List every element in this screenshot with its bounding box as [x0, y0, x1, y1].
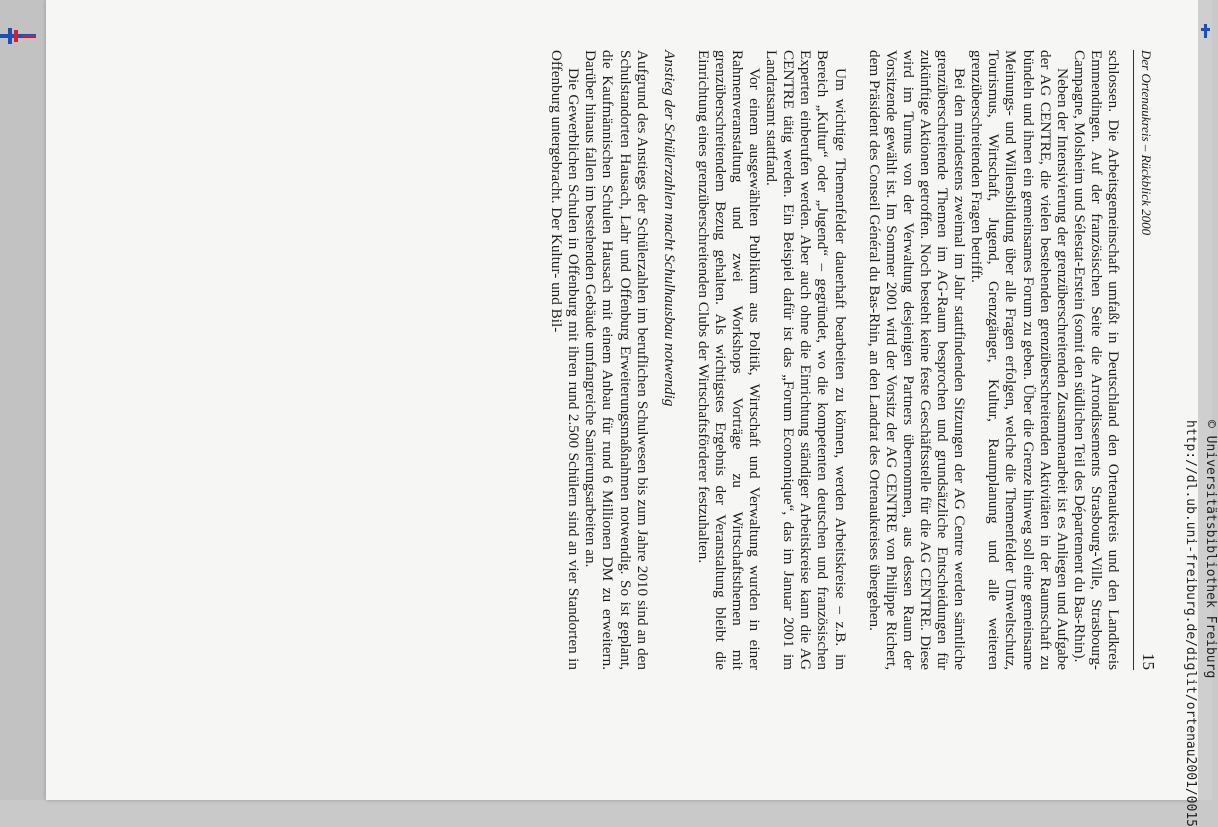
- rotated-page-content: [106, 50, 1156, 750]
- paragraph: Neben der Intensivierung der grenzüberschreitenden Zusammenarbeit ist es Anliegen und Aufgabe der AG CENTRE, die vielen bestehenden grenzüberschreitenden Aktivitäten in der Raumschaft zu bündeln und ihnen ein gemeinsames Forum zu geben. Über die Grenze hinweg soll eine gemeinsame Meinungs- und Willensbildung über alle Fragen erfolgen, welche die Themenfelder Umweltschutz, Tourismus, Wirtschaft, Jugend, Grenzgänger, Kultur, Raumplanung und alle weiteren grenzüberschreitenden Fragen betrifft.: [968, 50, 1071, 670]
- scanned-page: [46, 0, 1198, 800]
- paragraph: schlossen. Die Arbeitsgemeinschaft umfaßt in Deutschland den Ortenaukreis und den Landkreis Emmendingen. Auf der französischen Seite die Arrondissements Strasbourg-Ville, Strasbourg-Campagne, Molsheim und Sélestat-Erstein (somit den südlichen Teil des Département du Bas-Rhin).: [1070, 50, 1122, 670]
- running-header: [1133, 50, 1156, 670]
- source-url[interactable]: http://dl.ub.uni-freiburg.de/diglit/ortenau2001/0015: [1183, 420, 1198, 827]
- paragraph: Die Gewerblichen Schulen in Offenburg mit ihren rund 2.500 Schülern sind an vier Standorten in Offenburg untergebracht. Der Kultur- und Bil-: [548, 50, 583, 670]
- running-title: Der Ortenaukreis – Rückblick 2000: [1139, 50, 1154, 236]
- paragraph: Vor einem ausgewählten Publikum aus Politik, Wirtschaft und Verwaltung wurden in einer Rahmenveranstaltung und zwei Workshops Vorträge zu Wirtschaftsthemen mit grenzüberschreitendem Bezug gehalten. Als wichtigstes Ergebnis der Veranstaltung bleibt die Einrichtung eines grenzüberschreitenden Clubs der Wirtschaftsförderer festzuhalten.: [694, 50, 764, 670]
- paragraph: Aufgrund des Anstiegs der Schülerzahlen im beruflichen Schulwesen bis zum Jahre 2010 sind an den Schulstandorten Hausach, Lahr und Offenburg Erweiterungsmaßnahmen notwendig. So ist geplant, die Kaufmännischen Schulen Hausach mit einem Anbau für rund 6 Millionen DM zu erweitern. Darüber hinaus fallen im bestehenden Gebäude umfangreiche Sanierungsarbeiten an.: [582, 50, 651, 670]
- page-number: 15: [1139, 653, 1158, 670]
- left-margin-strip: [0, 0, 46, 800]
- article-body: [548, 50, 1122, 670]
- right-margin-strip: [1198, 0, 1212, 800]
- section-heading: Anstieg der Schülerzahlen macht Schulhausbau notwendig: [660, 50, 678, 407]
- paragraph: Um wichtige Themenfelder dauerhaft bearbeiten zu können, werden Arbeitskreise – z.B. im Bereich „Kultur“ oder „Jugend“ – gegründet, wo die kompetenten deutschen und französischen Experten einberufen werden. Aber auch ohne die Einrichtung ständiger Arbeitskreise kann die AG CENTRE tätig werden. Ein Beispiel dafür ist das „Forum Economique“, das im Januar 2001 im Landratsamt stattfand.: [763, 50, 849, 670]
- paragraph: Bei den mindestens zweimal im Jahr stattfindenden Sitzungen der AG Centre werden sämtliche grenzüberschreitende Themen im AG-Raum besprochen und grundsätzliche Entscheidungen für zukünftige Aktionen getroffen. Noch besteht keine feste Geschäftsstelle für die AG CENTRE. Diese wird im Turnus von der Verwaltung desjenigen Partners übernommen, aus dessen Raum der Vorsitzende gewählt ist. Im Sommer 2001 wird der Vorsitz der AG CENTRE von Philippe Richert, dem Präsident des Conseil Général du Bas-Rhin, an den Landrat des Ortenaukreises übergehen.: [865, 50, 969, 670]
- library-logo-icon: [0, 28, 36, 44]
- library-credit: © Universitätsbibliothek Freiburg: [1203, 420, 1218, 679]
- library-logo-icon: [1200, 24, 1210, 38]
